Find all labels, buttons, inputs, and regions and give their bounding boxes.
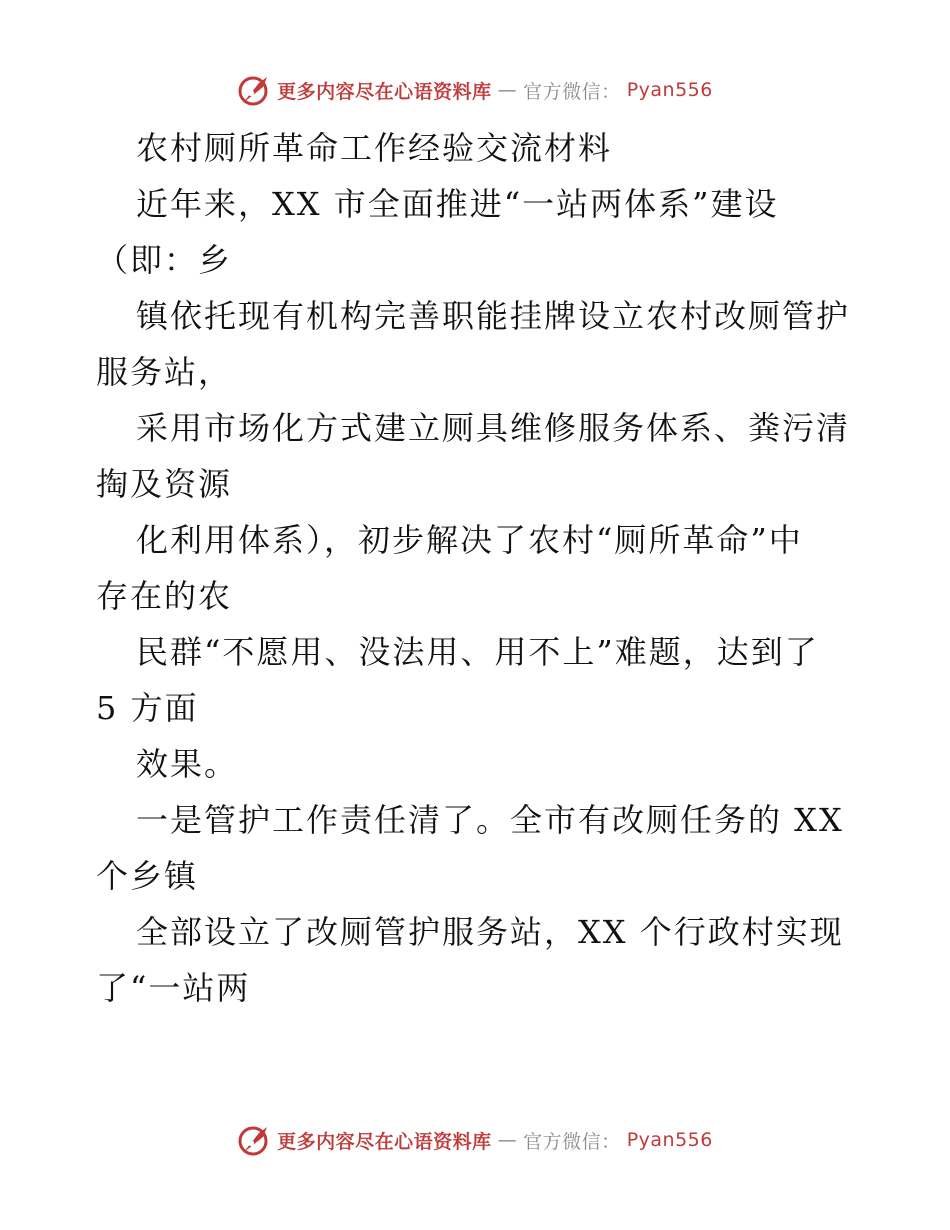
watermark-label: 官方微信： bbox=[523, 1130, 621, 1153]
text-line: 一是管护工作责任清了。全市有改厕任务的 XX bbox=[136, 801, 844, 839]
watermark-dash: — bbox=[497, 1129, 518, 1151]
quill-logo-icon bbox=[237, 1123, 271, 1157]
text-line: 效果。 bbox=[136, 745, 239, 783]
text-line: 5 方面 bbox=[96, 689, 199, 727]
text-line: 镇依托现有机构完善职能挂牌设立农村改厕管护 bbox=[136, 297, 851, 335]
text-line: 全部设立了改厕管护服务站，XX 个行政村实现 bbox=[136, 913, 844, 951]
watermark-id: Pyan556 bbox=[626, 79, 713, 101]
text-line: 化利用体系），初步解决了农村“厕所革命”中 bbox=[136, 521, 803, 559]
text-line: 了“一站两 bbox=[96, 969, 251, 1007]
footer-watermark bbox=[0, 1120, 950, 1160]
document-body bbox=[96, 120, 856, 1016]
watermark-main-text: 更多内容尽在心语资料库 bbox=[277, 80, 492, 103]
header-watermark bbox=[0, 70, 950, 110]
text-line: 农村厕所革命工作经验交流材料 bbox=[136, 129, 613, 167]
watermark-main-text: 更多内容尽在心语资料库 bbox=[277, 1130, 492, 1153]
text-line: 民群“不愿用、没法用、用不上”难题，达到了 bbox=[136, 633, 819, 671]
text-line: 存在的农 bbox=[96, 577, 233, 615]
text-line: 服务站， bbox=[96, 353, 233, 391]
watermark-id: Pyan556 bbox=[626, 1129, 713, 1151]
text-line: 采用市场化方式建立厕具维修服务体系、粪污清 bbox=[136, 409, 851, 447]
text-line: 个乡镇 bbox=[96, 857, 199, 895]
text-line: （即：乡 bbox=[96, 241, 233, 279]
watermark-dash: — bbox=[497, 79, 518, 101]
text-line: 掏及资源 bbox=[96, 465, 233, 503]
quill-logo-icon bbox=[237, 73, 271, 107]
text-line: 近年来，XX 市全面推进“一站两体系”建设 bbox=[136, 185, 779, 223]
watermark-label: 官方微信： bbox=[523, 80, 621, 103]
